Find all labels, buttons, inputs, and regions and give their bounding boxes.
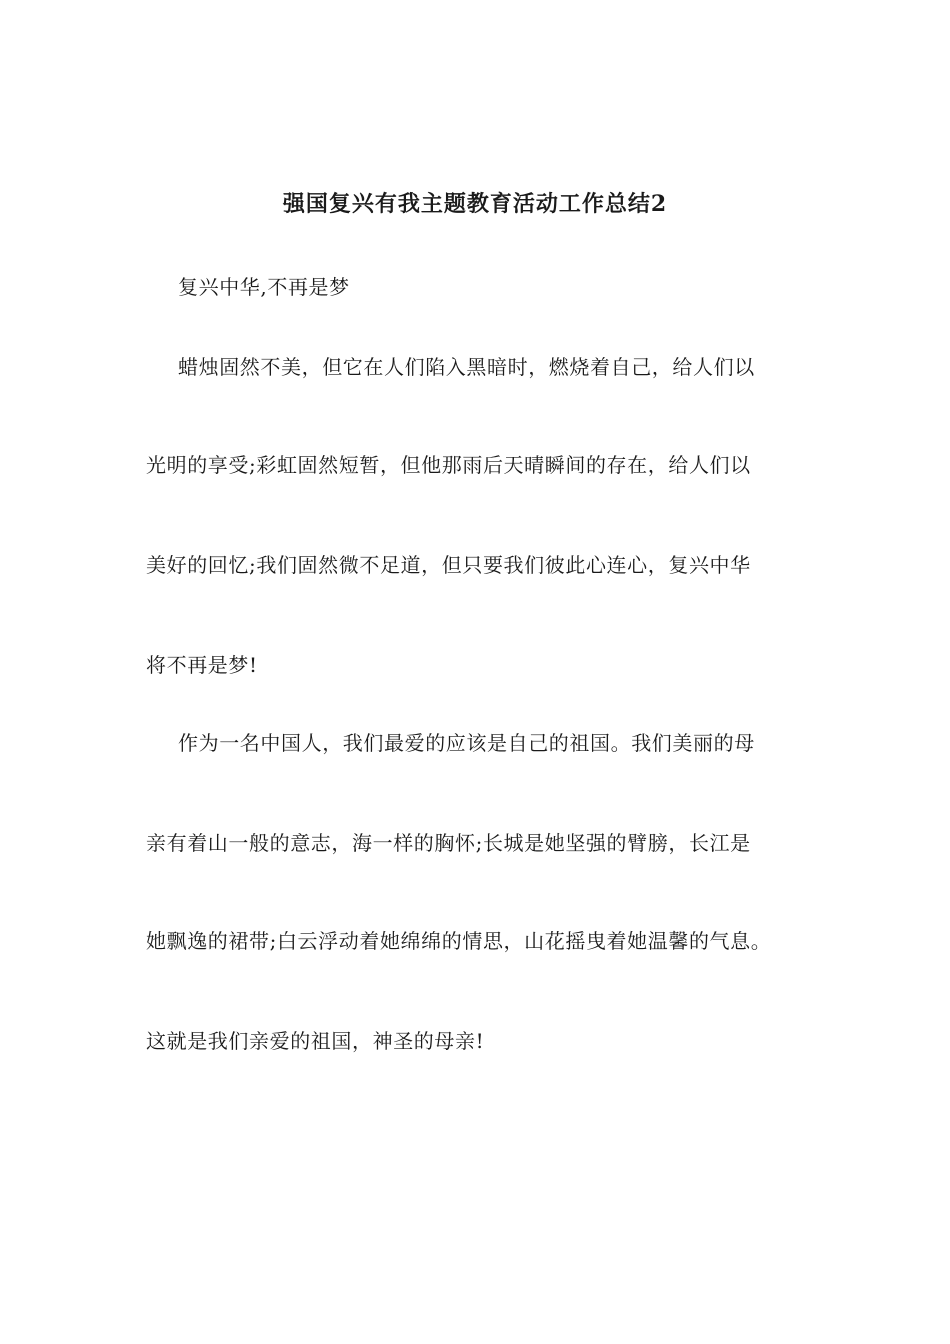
paragraph-line: 将不再是梦!	[146, 653, 258, 677]
paragraph-line: 蜡烛固然不美，但它在人们陷入黑暗时，燃烧着自己，给人们以	[178, 355, 755, 379]
subtitle-line: 复兴中华,不再是梦	[178, 275, 350, 299]
paragraph-line: 这就是我们亲爱的祖国，神圣的母亲!	[146, 1029, 485, 1053]
document-title: 强国复兴有我主题教育活动工作总结2	[282, 191, 668, 217]
paragraph-line: 她飘逸的裙带;白云浮动着她绵绵的情思，山花摇曳着她温馨的气息。	[146, 929, 772, 953]
paragraph-line: 亲有着山一般的意志，海一样的胸怀;长城是她坚强的臂膀，长江是	[146, 831, 751, 855]
paragraph-line: 美好的回忆;我们固然微不足道，但只要我们彼此心连心，复兴中华	[146, 553, 751, 577]
paragraph-line: 作为一名中国人，我们最爱的应该是自己的祖国。我们美丽的母	[178, 731, 755, 755]
paragraph-line: 光明的享受;彩虹固然短暂，但他那雨后天晴瞬间的存在，给人们以	[146, 453, 751, 477]
